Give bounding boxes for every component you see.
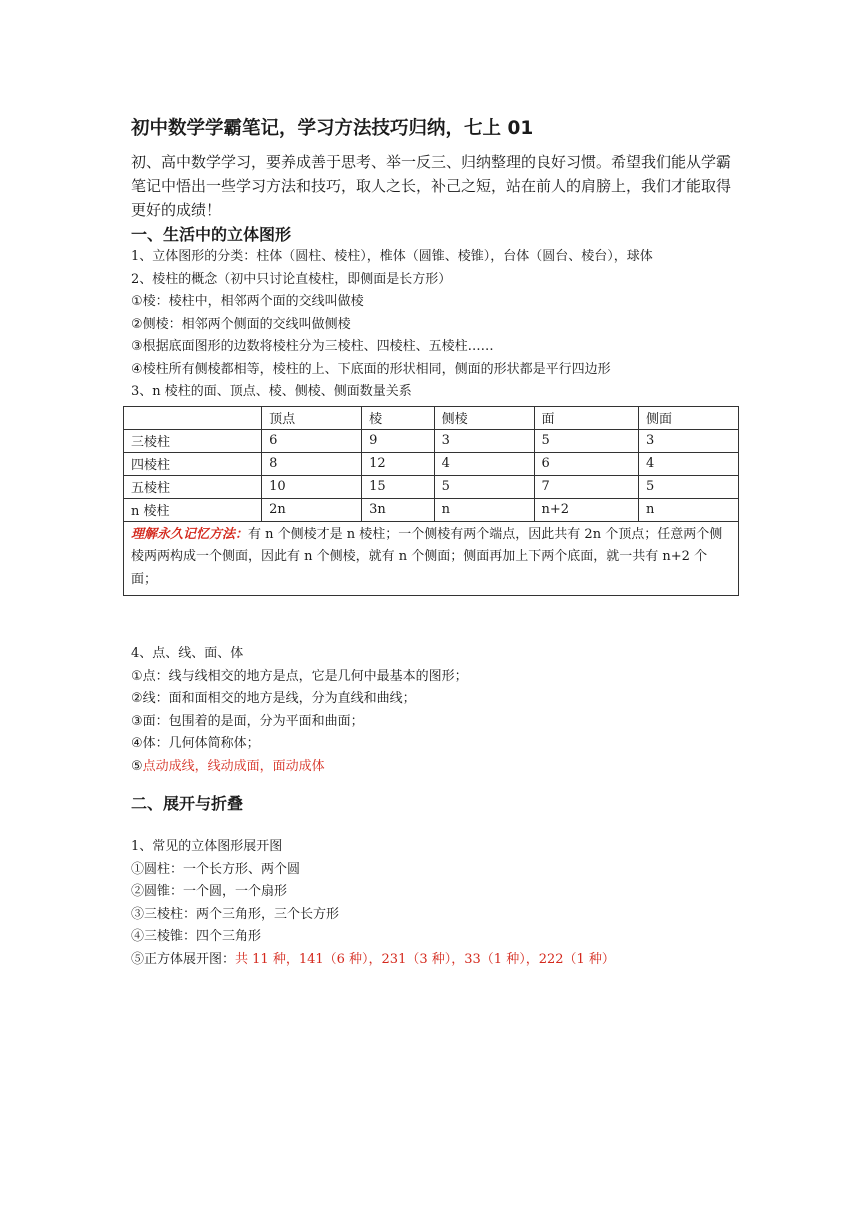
table-row bbox=[124, 429, 739, 452]
section-1-heading: 一、生活中的立体图形 bbox=[131, 225, 292, 244]
table-cell: n+2 bbox=[534, 498, 638, 521]
section-1-item-3: 3、n 棱柱的面、顶点、棱、侧棱、侧面数量关系 bbox=[131, 384, 412, 399]
table-row bbox=[124, 475, 739, 498]
table-cell: 3 bbox=[638, 429, 738, 452]
table-note-cell bbox=[124, 521, 739, 596]
section-2-item-1: 1、常见的立体图形展开图 bbox=[131, 839, 283, 854]
table-cell: n bbox=[638, 498, 738, 521]
table-cell: 3 bbox=[434, 429, 534, 452]
prism-point-4: ④棱柱所有侧棱都相等，棱柱的上、下底面的形状相同，侧面的形状都是平行四边形 bbox=[131, 361, 611, 377]
section-2-heading: 二、展开与折叠 bbox=[131, 794, 244, 813]
table-cell: 10 bbox=[262, 475, 362, 498]
table-cell: 5 bbox=[638, 475, 738, 498]
net-line-3: ③三棱柱：两个三角形，三个长方形 bbox=[131, 906, 340, 922]
net-line-1: ①圆柱：一个长方形、两个圆 bbox=[131, 861, 301, 877]
table-cell: 5 bbox=[534, 429, 638, 452]
section-2 bbox=[131, 792, 741, 971]
note-label: 理解永久记忆方法： bbox=[131, 526, 249, 542]
table-cell: n 棱柱 bbox=[124, 498, 262, 521]
table-cell: 6 bbox=[534, 452, 638, 475]
table-cell: 五棱柱 bbox=[124, 475, 262, 498]
table-header-row bbox=[124, 406, 739, 429]
geometry-point-1: ①点：线与线相交的地方是点，它是几何中最基本的图形； bbox=[131, 668, 468, 684]
table-header-cell: 侧面 bbox=[638, 406, 738, 429]
table-cell: 8 bbox=[262, 452, 362, 475]
net-line-2: ②圆锥：一个圆，一个扇形 bbox=[131, 884, 288, 899]
table-cell: 9 bbox=[362, 429, 434, 452]
prism-point-2: ②侧棱：相邻两个侧面的交线叫做侧棱 bbox=[131, 316, 351, 332]
section-1-item-2: 2、棱柱的概念（初中只讨论直棱柱，即侧面是长方形） bbox=[131, 271, 452, 287]
table-cell: 3n bbox=[362, 498, 434, 521]
table-cell: 4 bbox=[638, 452, 738, 475]
section-1-item-1: 1、立体图形的分类：柱体（圆柱、棱柱），椎体（圆锥、棱锥），台体（圆台、棱台），球体 bbox=[131, 249, 653, 264]
table-cell: 6 bbox=[262, 429, 362, 452]
table-header-cell: 面 bbox=[534, 406, 638, 429]
table-cell: 三棱柱 bbox=[124, 429, 262, 452]
net-line-5: ⑤正方体展开图：共 11 种，141（6 种），231（3 种），33（1 种），222（1 种） bbox=[131, 951, 615, 967]
table-row bbox=[124, 498, 739, 521]
intro-paragraph: 初、高中数学学习，要养成善于思考、举一反三、归纳整理的良好习惯。希望我们能从学霸笔记中悟出一些学习方法和技巧，取人之长，补己之短，站在前人的肩膀上，我们才能取得更好的成绩！ bbox=[131, 153, 732, 219]
note-text: 有 n 个侧棱才是 n 棱柱；一个侧棱有两个端点，因此共有 2n 个顶点；任意两个侧棱两两构成一个侧面，因此有 n 个侧棱，就有 n 个侧面；侧面再加上下两个底面，就一共有 n+2 个面； bbox=[131, 526, 723, 587]
document-page bbox=[131, 116, 741, 971]
table-cell: 15 bbox=[362, 475, 434, 498]
table-cell: 4 bbox=[434, 452, 534, 475]
table-cell: 12 bbox=[362, 452, 434, 475]
table-row bbox=[124, 452, 739, 475]
geometry-point-2: ②线：面和面相交的地方是线，分为直线和曲线； bbox=[131, 691, 416, 706]
net-line-4: ④三棱锥：四个三角形 bbox=[131, 929, 262, 944]
table-header-cell: 棱 bbox=[362, 406, 434, 429]
geometry-point-3: ③面：包围着的是面，分为平面和曲面； bbox=[131, 713, 364, 729]
geometry-point-4: ④体：几何体简称体； bbox=[131, 736, 260, 751]
prism-point-3: ③根据底面图形的边数将棱柱分为三棱柱、四棱柱、五棱柱…… bbox=[131, 339, 494, 354]
prism-point-1: ①棱：棱柱中，相邻两个面的交线叫做棱 bbox=[131, 294, 364, 309]
table-header-cell: 顶点 bbox=[262, 406, 362, 429]
section-1 bbox=[131, 223, 741, 778]
table-cell: 5 bbox=[434, 475, 534, 498]
table-cell: 2n bbox=[262, 498, 362, 521]
section-1-item-4: 4、点、线、面、体 bbox=[131, 646, 244, 661]
geometry-point-5: ⑤点动成线，线动成面，面动成体 bbox=[131, 758, 325, 774]
points-lines-block bbox=[131, 643, 741, 778]
table-note-row bbox=[124, 521, 739, 596]
table-header-cell: 侧棱 bbox=[434, 406, 534, 429]
table-cell: 7 bbox=[534, 475, 638, 498]
table-cell: 四棱柱 bbox=[124, 452, 262, 475]
page-title: 初中数学学霸笔记，学习方法技巧归纳，七上 01 bbox=[131, 118, 534, 139]
prism-count-table bbox=[123, 406, 739, 597]
table-header-cell bbox=[124, 406, 262, 429]
table-cell: n bbox=[434, 498, 534, 521]
